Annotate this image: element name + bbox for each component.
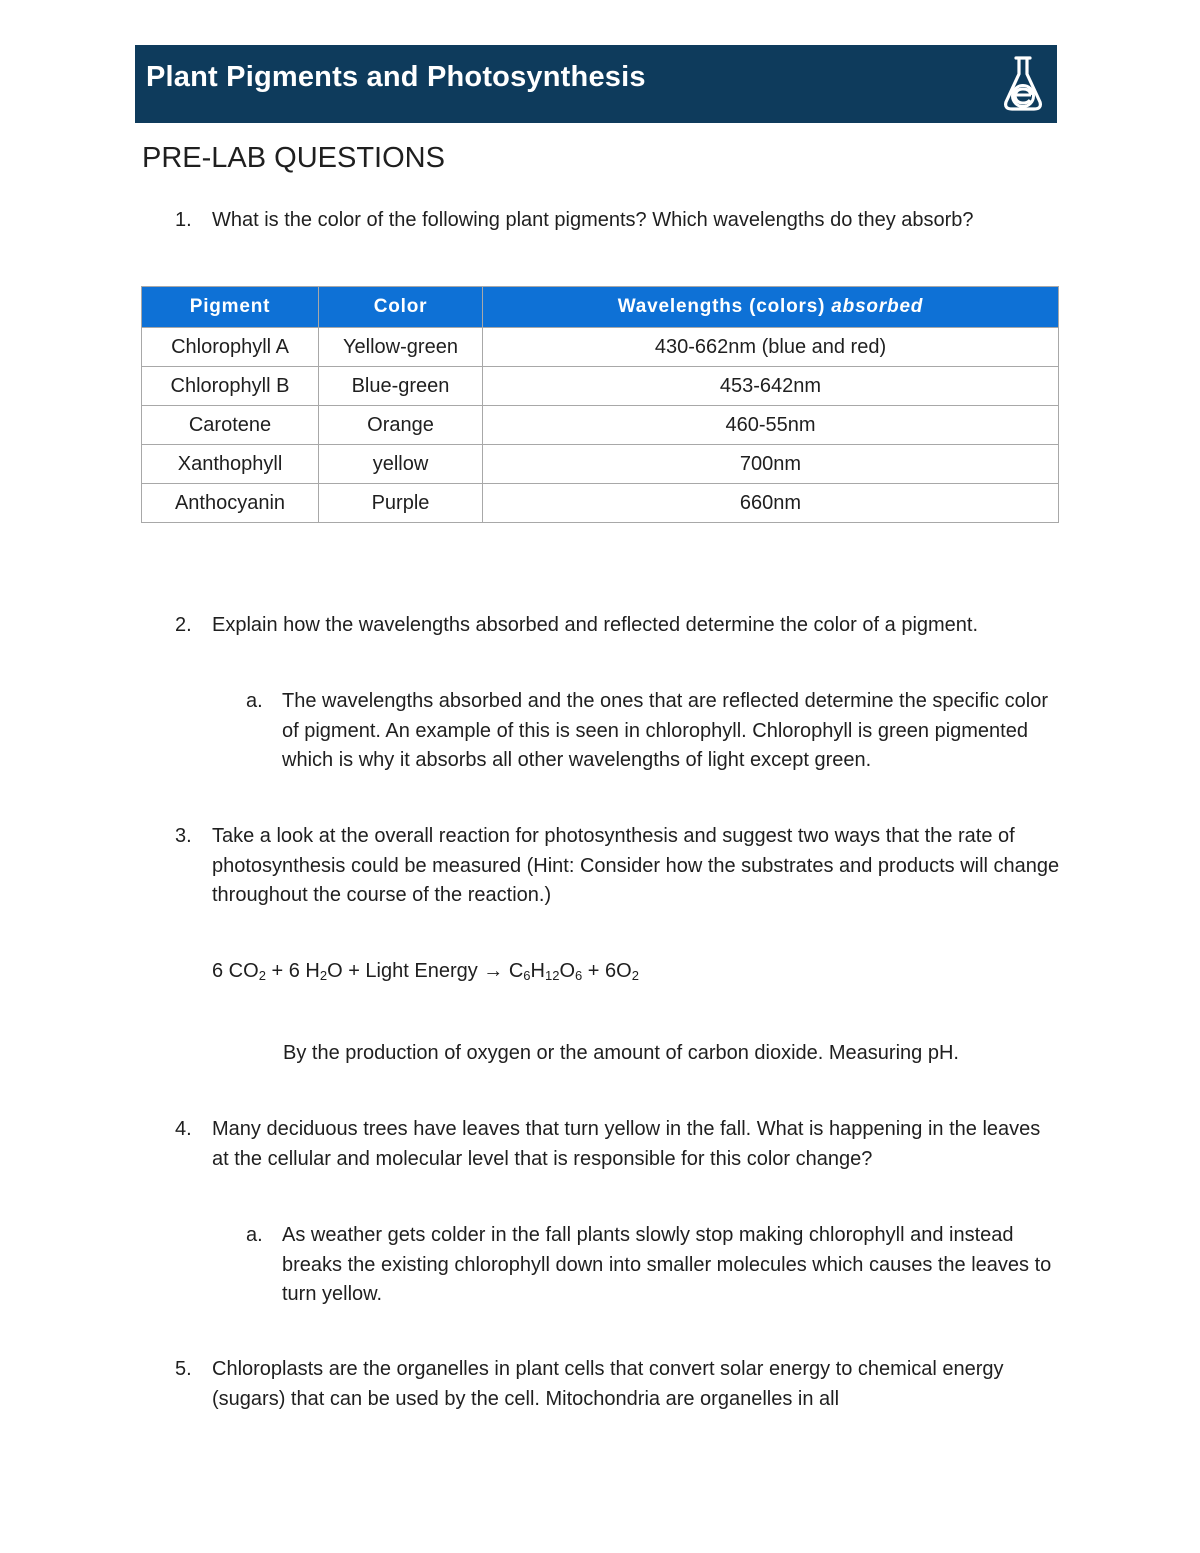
table-row: [142, 484, 1059, 523]
question-number: 1.: [175, 209, 192, 231]
question-text: Explain how the wavelengths absorbed and reflected determine the color of a pigment.: [212, 614, 979, 636]
document-title: Plant Pigments and Photosynthesis: [146, 61, 646, 93]
question-number: 2.: [175, 614, 192, 636]
color-cell: Orange: [319, 406, 483, 445]
flask-logo-icon: [995, 54, 1051, 114]
wavelength-cell: 700nm: [483, 445, 1059, 484]
table-row: [142, 406, 1059, 445]
color-cell: yellow: [319, 445, 483, 484]
color-cell: Yellow-green: [319, 328, 483, 367]
answer-label: a.: [246, 1224, 263, 1246]
wavelength-cell: 430-662nm (blue and red): [483, 328, 1059, 367]
answer-3: By the production of oxygen or the amount of carbon dioxide. Measuring pH.: [283, 1042, 959, 1064]
answer-text: The wavelengths absorbed and the ones that are reflected determine the specific color of pigment. An example of this is seen in chlorophyll. Chlorophyll is green pigmented which is why it absorbs all other wavelengths of light except green.: [282, 690, 1049, 771]
table-header-row: [142, 287, 1059, 328]
photosynthesis-equation: 6 $CO_2 + 6$ $H_2O$ + Light Energy → $C_6H_{12}O_6 + 6O_2$: [212, 960, 639, 983]
color-cell: Blue-green: [319, 367, 483, 406]
answer-label: a.: [246, 690, 263, 712]
wavelength-cell: 460-55nm: [483, 406, 1059, 445]
table-row: [142, 445, 1059, 484]
question-text: Chloroplasts are the organelles in plant cells that convert solar energy to chemical energy (sugars) that can be used by the cell. Mitochondria are organelles in all: [212, 1358, 1004, 1410]
pigment-table: [141, 286, 1059, 523]
question-text: What is the color of the following plant pigments? Which wavelengths do they absorb?: [212, 209, 974, 231]
question-text: Take a look at the overall reaction for photosynthesis and suggest two ways that the rate of photosynthesis could be measured (Hint: Consider how the substrates and products will change throughout the course of the reaction.): [212, 825, 1060, 906]
pigment-cell: Anthocyanin: [142, 484, 319, 523]
pigment-column-header: Pigment: [142, 287, 319, 328]
wavelength-cell: 660nm: [483, 484, 1059, 523]
table-row: [142, 328, 1059, 367]
header-banner: [135, 45, 1057, 123]
question-number: 4.: [175, 1118, 192, 1140]
section-title: PRE-LAB QUESTIONS: [142, 142, 445, 174]
answer-text: As weather gets colder in the fall plants slowly stop making chlorophyll and instead breaks the existing chlorophyll down into smaller molecules which causes the leaves to turn yellow.: [282, 1224, 1052, 1305]
question-text: Many deciduous trees have leaves that turn yellow in the fall. What is happening in the leaves at the cellular and molecular level that is responsible for this color change?: [212, 1118, 1041, 1170]
pigment-cell: Xanthophyll: [142, 445, 319, 484]
color-column-header: Color: [319, 287, 483, 328]
pigment-cell: Carotene: [142, 406, 319, 445]
pigment-cell: Chlorophyll B: [142, 367, 319, 406]
wavelengths-column-header: Wavelengths (colors) absorbed: [483, 287, 1059, 328]
table-row: [142, 367, 1059, 406]
question-number: 5.: [175, 1358, 192, 1380]
question-number: 3.: [175, 825, 192, 847]
pigment-cell: Chlorophyll A: [142, 328, 319, 367]
color-cell: Purple: [319, 484, 483, 523]
wavelength-cell: 453-642nm: [483, 367, 1059, 406]
